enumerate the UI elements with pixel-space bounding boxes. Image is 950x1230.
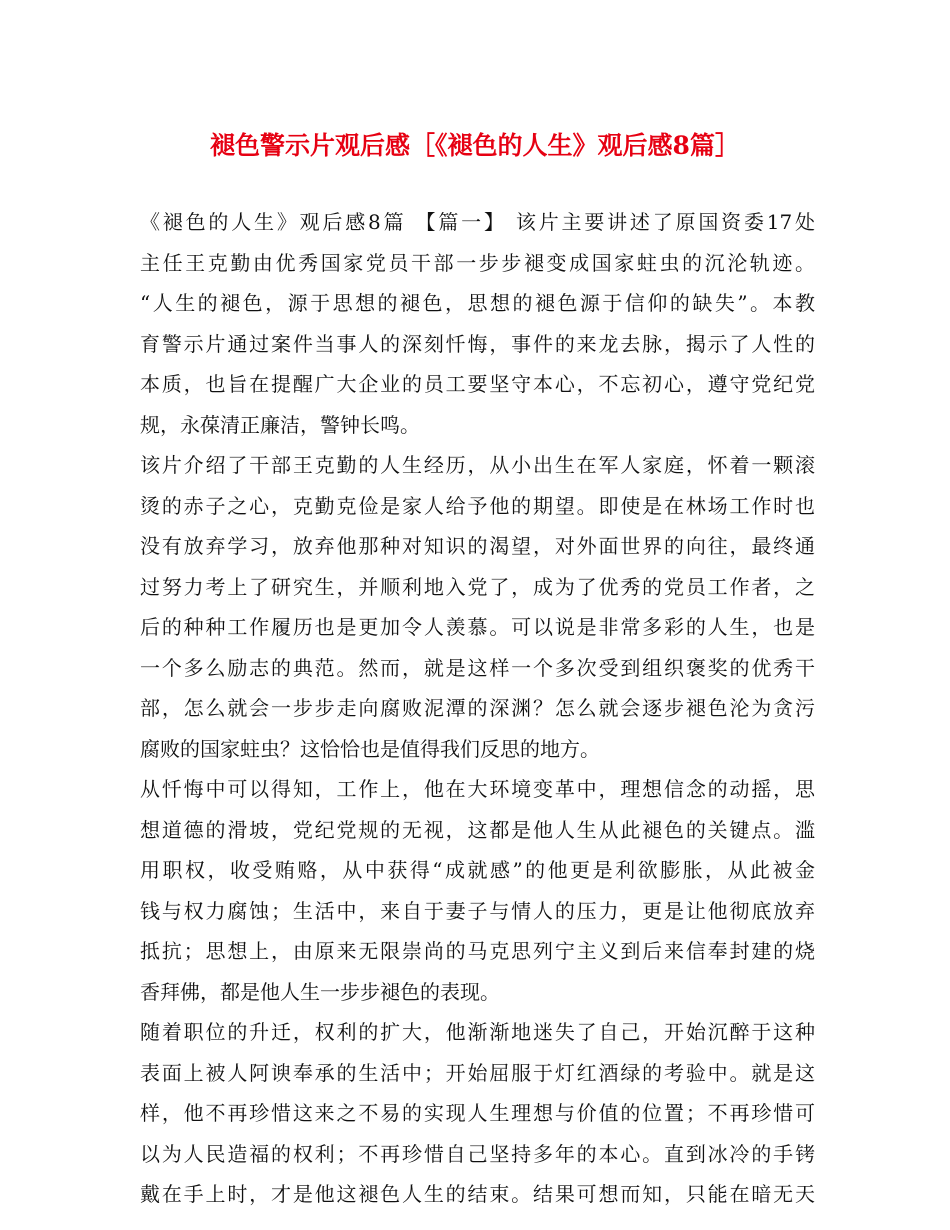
- text-line: 以为人民造福的权利；不再珍惜自己坚持多年的本心。直到冰冷的手铐: [140, 1141, 815, 1166]
- text-line: 从忏悔中可以得知，工作上，他在大环境变革中，理想信念的动摇，思: [140, 777, 815, 801]
- text-line: 钱与权力腐蚀；生活中，来自于妻子与情人的压力，更是让他彻底放弃: [140, 898, 815, 923]
- text-line: 后的种种工作履历也是更加令人羡慕。可以说是非常多彩的人生，也是: [140, 615, 815, 639]
- text-line: 表面上被人阿谀奉承的生活中；开始屈服于灯红酒绿的考验中。就是这: [140, 1060, 815, 1085]
- text-line: 过努力考上了研究生，并顺利地入党了，成为了优秀的党员工作者，之: [140, 574, 815, 599]
- text-line: 主任王克勤由优秀国家党员干部一步步褪变成国家蛀虫的沉沦轨迹。: [140, 250, 815, 275]
- text-line: 香拜佛，都是他人生一步步褪色的表现。: [140, 979, 500, 1004]
- text-line: 想道德的滑坡，党纪党规的无视，这都是他人生从此褪色的关键点。滥: [140, 817, 815, 842]
- text-line: 一个多么励志的典范。然而，就是这样一个多次受到组织褒奖的优秀干: [140, 655, 815, 680]
- text-line: 规，永葆清正廉洁，警钟长鸣。: [140, 412, 420, 437]
- text-line: 育警示片通过案件当事人的深刻忏悔，事件的来龙去脉，揭示了人性的: [140, 331, 815, 356]
- text-line: 随着职位的升迁，权利的扩大，他渐渐地迷失了自己，开始沉醉于这种: [140, 1020, 815, 1044]
- document-body: [140, 202, 815, 1215]
- document-title: 褪色警示片观后感［《褪色的人生》观后感8篇］: [210, 131, 740, 160]
- text-line: 戴在手上时，才是他这褪色人生的结束。结果可想而知，只能在暗无天: [140, 1182, 815, 1206]
- text-line: 没有放弃学习，放弃他那种对知识的渴望，对外面世界的向往，最终通: [140, 534, 815, 558]
- text-line: “人生的褪色，源于思想的褪色，思想的褪色源于信仰的缺失”。本教: [140, 291, 815, 315]
- text-line: 本质，也旨在提醒广大企业的员工要坚守本心，不忘初心，遵守党纪党: [140, 372, 815, 396]
- text-line: 该片介绍了干部王克勤的人生经历，从小出生在军人家庭，怀着一颗滚: [140, 453, 815, 477]
- text-line: 腐败的国家蛀虫？这恰恰也是值得我们反思的地方。: [140, 736, 600, 761]
- text-line: 《褪色的人生》观后感8篇 【篇一】 该片主要讲述了原国资委17处: [140, 210, 815, 234]
- text-line: 部，怎么就会一步步走向腐败泥潭的深渊？怎么就会逐步褪色沦为贪污: [140, 696, 815, 720]
- text-line: 烫的赤子之心，克勤克俭是家人给予他的期望。即使是在林场工作时也: [140, 493, 815, 518]
- text-line: 用职权，收受贿赂，从中获得“成就感”的他更是利欲膨胀，从此被金: [140, 858, 815, 882]
- text-line: 抵抗；思想上，由原来无限崇尚的马克思列宁主义到后来信奉封建的烧: [140, 939, 815, 963]
- text-line: 样，他不再珍惜这来之不易的实现人生理想与价值的位置；不再珍惜可: [140, 1101, 815, 1125]
